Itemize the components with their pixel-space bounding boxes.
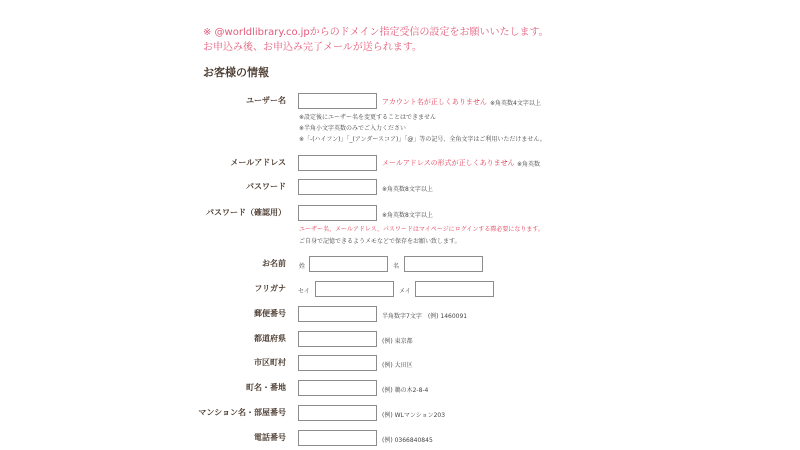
name-mei-prefix: 名: [393, 263, 400, 270]
postal-input[interactable]: [298, 306, 377, 322]
username-note-1: ※設定後にユーザー名を変更することはできません: [299, 114, 437, 121]
building-label: マンション名・部屋番号: [198, 408, 286, 417]
section-title: お客様の情報: [203, 66, 269, 79]
city-label: 市区町村: [254, 358, 286, 367]
password-input[interactable]: [298, 179, 377, 195]
email-hint: ※角英数: [517, 161, 541, 168]
notice-line-1: ※ @worldlibrary.co.jpからのドメイン指定受信の設定をお願いいたします。: [203, 27, 549, 38]
furigana-mei-input[interactable]: [415, 281, 494, 297]
prefecture-input[interactable]: [298, 331, 377, 347]
email-error: メールアドレスの形式が正しくありません: [382, 159, 515, 167]
username-hint: ※角英数4文字以上: [490, 100, 541, 107]
furigana-sei-prefix: セイ: [298, 288, 310, 295]
phone-hint: (例) 0366840845: [382, 437, 433, 444]
name-sei-prefix: 姓: [299, 263, 306, 270]
furigana-sei-input[interactable]: [315, 281, 394, 297]
postal-label: 郵便番号: [254, 309, 286, 318]
phone-input[interactable]: [298, 430, 377, 446]
building-input[interactable]: [298, 405, 377, 421]
phone-label: 電話番号: [254, 433, 286, 442]
email-label: メールアドレス: [230, 158, 286, 167]
username-input[interactable]: [298, 93, 377, 109]
password-confirm-input[interactable]: [298, 205, 377, 221]
street-label: 町名・番地: [246, 383, 286, 392]
city-input[interactable]: [298, 355, 377, 371]
username-note-2: ※半角小文字英数のみでご入力ください: [299, 125, 407, 132]
name-mei-input[interactable]: [404, 256, 483, 272]
username-error: アカウント名が正しくありません: [382, 98, 487, 106]
furigana-mei-prefix: メイ: [399, 288, 411, 295]
password-confirm-label: パスワード（確認用）: [206, 208, 286, 217]
name-sei-input[interactable]: [309, 256, 388, 272]
postal-hint: 半角数字7文字 (例) 1460091: [382, 313, 468, 320]
credentials-note: ご自身で記憶できるようメモなどで保存をお願い致します。: [299, 238, 461, 245]
street-hint: (例) 鵜の木2-8-4: [382, 387, 429, 394]
notice-line-2: お申込み後、お申込み完了メールが送られます。: [203, 42, 422, 53]
domain-notice: [203, 25, 549, 55]
password-confirm-hint: ※角英数8文字以上: [382, 212, 433, 219]
prefecture-hint: (例) 東京都: [382, 338, 413, 345]
password-label: パスワード: [246, 182, 286, 191]
username-note-3: ※「-(ハイフン)」「_(アンダースコア)」「@」等の記号、全角文字はご利用いただけません。: [299, 136, 546, 143]
email-input[interactable]: [298, 155, 377, 171]
prefecture-label: 都道府県: [254, 334, 286, 343]
building-hint: (例) WLマンション203: [382, 412, 446, 419]
street-input[interactable]: [298, 380, 377, 396]
city-hint: (例) 大田区: [382, 362, 413, 369]
password-hint: ※角英数8文字以上: [382, 186, 433, 193]
username-label: ユーザー名: [246, 96, 286, 105]
furigana-label: フリガナ: [254, 284, 286, 293]
name-label: お名前: [262, 259, 286, 268]
credentials-note-red: ユーザー名、メールアドレス、パスワードはマイページにログインする際必要になります。: [299, 226, 544, 233]
